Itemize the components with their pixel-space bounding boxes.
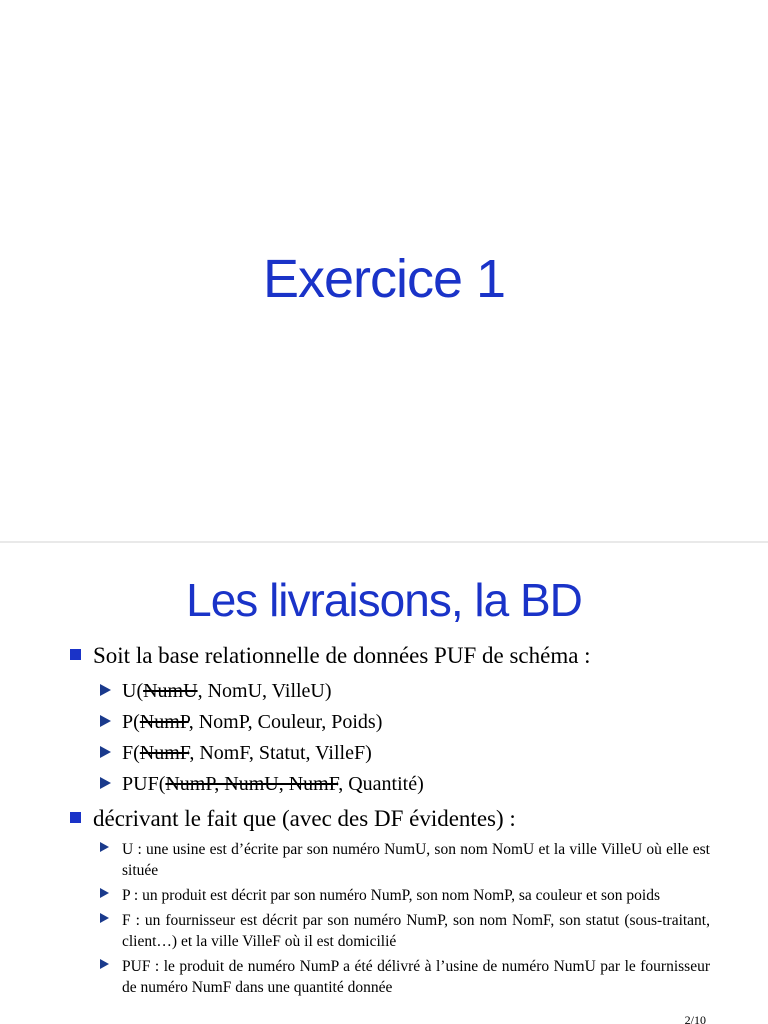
slide-title: Exercice 1 — [262, 249, 506, 309]
triangle-bullet-icon — [100, 746, 111, 758]
primary-key: NumP, NumU, NumF — [165, 773, 339, 795]
triangle-bullet-icon — [100, 959, 109, 969]
description-item-puf: PUF : le produit de numéro NumP a été délivré à l’usine de numéro NumU par le fournisseur de numéro NumF dans une quantité donnée — [100, 956, 710, 998]
primary-key: NumU — [143, 680, 198, 702]
schema-list — [100, 679, 710, 803]
bullet-text: décrivant le fait que (avec des DF évidentes) : — [93, 806, 516, 831]
schema-item-puf: PUF(NumP, NumU, NumF, Quantité) — [100, 772, 710, 796]
schema-item-f: F(NumF, NomF, Statut, VilleF) — [100, 741, 710, 765]
slide-2 — [0, 543, 768, 1024]
description-item-f: F : un fournisseur est décrit par son numéro NumP, son nom NomF, son statut (sous-traitant, client…) et la ville VilleF où il est domicilié — [100, 910, 710, 952]
description-list — [100, 839, 710, 1002]
description-item-p: P : un produit est décrit par son numéro NumP, son nom NomP, sa couleur et son poids — [100, 885, 710, 906]
triangle-bullet-icon — [100, 888, 109, 898]
primary-key: NumF — [139, 742, 190, 764]
triangle-bullet-icon — [100, 913, 109, 923]
square-bullet-icon — [70, 812, 81, 823]
triangle-bullet-icon — [100, 715, 111, 727]
primary-key: NumP — [139, 711, 189, 733]
schema-item-u: U(NumU, NomU, VilleU) — [100, 679, 710, 703]
schema-item-p: P(NumP, NomP, Couleur, Poids) — [100, 710, 710, 734]
slide-title: Les livraisons, la BD — [186, 574, 582, 626]
triangle-bullet-icon — [100, 842, 109, 852]
triangle-bullet-icon — [100, 777, 111, 789]
square-bullet-icon — [70, 649, 81, 660]
bullet-text: Soit la base relationnelle de données PUF de schéma : — [93, 643, 591, 668]
bullet-description — [70, 806, 516, 832]
triangle-bullet-icon — [100, 684, 111, 696]
page-number: 2/10 — [684, 1013, 706, 1024]
description-item-u: U : une usine est d’écrite par son numéro NumU, son nom NomU et la ville VilleU où elle est située — [100, 839, 710, 881]
bullet-schema — [70, 643, 591, 669]
